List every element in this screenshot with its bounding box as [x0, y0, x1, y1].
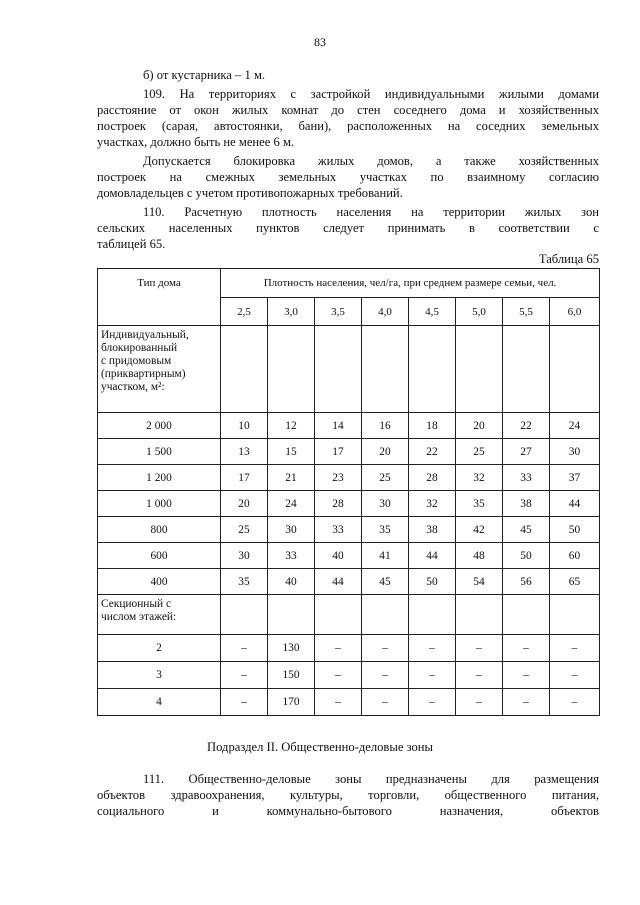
group-individual-label — [98, 326, 221, 413]
table-cell: 20 — [456, 413, 503, 439]
table-row — [98, 689, 600, 716]
table-cell: – — [503, 689, 550, 716]
table-cell: 33 — [503, 465, 550, 491]
table-row — [98, 491, 600, 517]
table-cell: 28 — [315, 491, 362, 517]
family-size-cell: 5,5 — [503, 298, 550, 326]
text-line: числом этажей: — [101, 611, 177, 623]
table-cell: 41 — [362, 543, 409, 569]
row-label: 800 — [98, 517, 221, 543]
table-row — [98, 517, 600, 543]
table-cell: 42 — [456, 517, 503, 543]
table-cell: – — [221, 689, 268, 716]
page-number: 83 — [314, 35, 326, 49]
table-cell: 35 — [221, 569, 268, 595]
text-line: домовладельцев с учетом противопожарных требований. — [97, 186, 403, 200]
text-line: объектов здравоохранения, культуры, торговли, общественного питания, — [97, 788, 599, 802]
table-cell: 20 — [362, 439, 409, 465]
table-cell: 60 — [550, 543, 600, 569]
table-cell: 35 — [456, 491, 503, 517]
family-size-cell: 6,0 — [550, 298, 600, 326]
table-cell: – — [409, 635, 456, 662]
row-label: 1 500 — [98, 439, 221, 465]
table-cell: 17 — [315, 439, 362, 465]
text-line: построек на смежных земельных участках по взаимному согласию — [97, 170, 599, 184]
header-house-type: Тип дома — [98, 269, 221, 326]
table-cell: 30 — [268, 517, 315, 543]
text-line: 111. Общественно-деловые зоны предназначены для размещения — [143, 772, 599, 786]
table-cell: 150 — [268, 662, 315, 689]
table-cell: 25 — [456, 439, 503, 465]
table-cell: – — [315, 635, 362, 662]
text-line: расстояние от окон жилых комнат до стен соседнего дома и хозяйственных — [97, 103, 599, 117]
table-cell: – — [315, 689, 362, 716]
text-line: построек (сарая, автостоянки, бани), расположенных на соседних земельных — [97, 119, 599, 133]
table-cell: 10 — [221, 413, 268, 439]
group-sectional-label — [98, 595, 221, 635]
table-cell: 18 — [409, 413, 456, 439]
table-caption: Таблица 65 — [538, 252, 599, 266]
table-cell: 44 — [409, 543, 456, 569]
family-size-cell: 4,0 — [362, 298, 409, 326]
table-cell: 40 — [315, 543, 362, 569]
text-line: таблицей 65. — [97, 237, 166, 251]
table-row — [98, 413, 600, 439]
family-size-cell: 5,0 — [456, 298, 503, 326]
table-cell: 12 — [268, 413, 315, 439]
header-density: Плотность населения, чел/га, при среднем размере семьи, чел. — [221, 269, 600, 298]
text-line: социального и коммунально-бытового назначения, объектов — [97, 804, 599, 818]
text-line: участках, должно быть не менее 6 м. — [97, 135, 295, 149]
table-cell: 16 — [362, 413, 409, 439]
row-label: 3 — [98, 662, 221, 689]
table-cell: 25 — [221, 517, 268, 543]
text-line: блокированный — [101, 342, 178, 354]
table-cell: 21 — [268, 465, 315, 491]
family-size-cell: 3,0 — [268, 298, 315, 326]
table-row — [98, 662, 600, 689]
row-label: 4 — [98, 689, 221, 716]
row-label: 1 000 — [98, 491, 221, 517]
table-cell: – — [456, 662, 503, 689]
table-cell: 27 — [503, 439, 550, 465]
paragraph-110 — [97, 204, 599, 252]
subsection-title: Подраздел II. Общественно-деловые зоны — [207, 740, 433, 754]
table-cell: 130 — [268, 635, 315, 662]
table-cell: 30 — [362, 491, 409, 517]
table-cell: 24 — [268, 491, 315, 517]
table-cell: 33 — [315, 517, 362, 543]
row-label: 400 — [98, 569, 221, 595]
individual-rows — [98, 413, 600, 595]
table-cell: – — [362, 635, 409, 662]
table-row — [98, 439, 600, 465]
table-cell: 54 — [456, 569, 503, 595]
table-cell: 38 — [409, 517, 456, 543]
table-cell: 38 — [503, 491, 550, 517]
table-row — [98, 569, 600, 595]
family-size-cell: 3,5 — [315, 298, 362, 326]
table-cell: – — [550, 635, 600, 662]
table-cell: 13 — [221, 439, 268, 465]
text-line: б) от кустарника – 1 м. — [143, 68, 266, 82]
table-cell: 44 — [315, 569, 362, 595]
row-label: 600 — [98, 543, 221, 569]
paragraph-b-shrubs — [97, 67, 599, 83]
table-cell: 50 — [409, 569, 456, 595]
family-size-cell: 2,5 — [221, 298, 268, 326]
table-cell: 48 — [456, 543, 503, 569]
table-cell: 25 — [362, 465, 409, 491]
table-cell: 50 — [503, 543, 550, 569]
table-cell: 40 — [268, 569, 315, 595]
table-cell: 15 — [268, 439, 315, 465]
sectional-rows — [98, 635, 600, 716]
table-cell: 35 — [362, 517, 409, 543]
row-label: 2 — [98, 635, 221, 662]
table-cell: 32 — [456, 465, 503, 491]
table-cell: – — [456, 689, 503, 716]
table-cell: 65 — [550, 569, 600, 595]
table-cell: 14 — [315, 413, 362, 439]
table-row — [98, 635, 600, 662]
table-cell: 33 — [268, 543, 315, 569]
table-row — [98, 543, 600, 569]
table-cell: – — [550, 689, 600, 716]
density-table — [97, 268, 600, 716]
table-cell: 24 — [550, 413, 600, 439]
table-cell: 37 — [550, 465, 600, 491]
text-line: (приквартирным) — [101, 368, 186, 380]
table-cell: 32 — [409, 491, 456, 517]
text-line: 109. На территориях с застройкой индивидуальными жилыми домами — [143, 87, 599, 101]
text-line: сельских населенных пунктов следует принимать в соответствии с — [97, 221, 599, 235]
table-cell: 23 — [315, 465, 362, 491]
table-cell: 30 — [550, 439, 600, 465]
table-cell: – — [362, 662, 409, 689]
table-cell: 20 — [221, 491, 268, 517]
table-cell: 170 — [268, 689, 315, 716]
text-line: Секционный с — [101, 598, 172, 610]
table-cell: – — [550, 662, 600, 689]
table-cell: 22 — [409, 439, 456, 465]
table-cell: – — [221, 635, 268, 662]
table-cell: 30 — [221, 543, 268, 569]
table-cell: – — [362, 689, 409, 716]
family-size-cell: 4,5 — [409, 298, 456, 326]
table-cell: 44 — [550, 491, 600, 517]
table-cell: – — [503, 635, 550, 662]
table-cell: – — [503, 662, 550, 689]
text-line: 110. Расчетную плотность населения на территории жилых зон — [143, 205, 599, 219]
group-individual-row — [98, 326, 600, 413]
table-cell: – — [456, 635, 503, 662]
table-cell: 45 — [362, 569, 409, 595]
table-cell: 28 — [409, 465, 456, 491]
table-row — [98, 465, 600, 491]
text-line: Допускается блокировка жилых домов, а также хозяйственных — [143, 154, 599, 168]
row-label: 1 200 — [98, 465, 221, 491]
table-cell: 45 — [503, 517, 550, 543]
text-line: Индивидуальный, — [101, 329, 189, 341]
paragraph-109 — [97, 86, 599, 150]
table-cell: 56 — [503, 569, 550, 595]
paragraph-blocking — [97, 153, 599, 201]
table-cell: – — [221, 662, 268, 689]
paragraph-111 — [97, 771, 599, 819]
table-cell: – — [409, 662, 456, 689]
row-label: 2 000 — [98, 413, 221, 439]
table-cell: 17 — [221, 465, 268, 491]
text-line: с придомовым — [101, 355, 172, 367]
table-cell: – — [315, 662, 362, 689]
text-line: участком, м²: — [101, 381, 165, 393]
group-sectional-row — [98, 595, 600, 635]
table-cell: 22 — [503, 413, 550, 439]
table-cell: – — [409, 689, 456, 716]
table-cell: 50 — [550, 517, 600, 543]
